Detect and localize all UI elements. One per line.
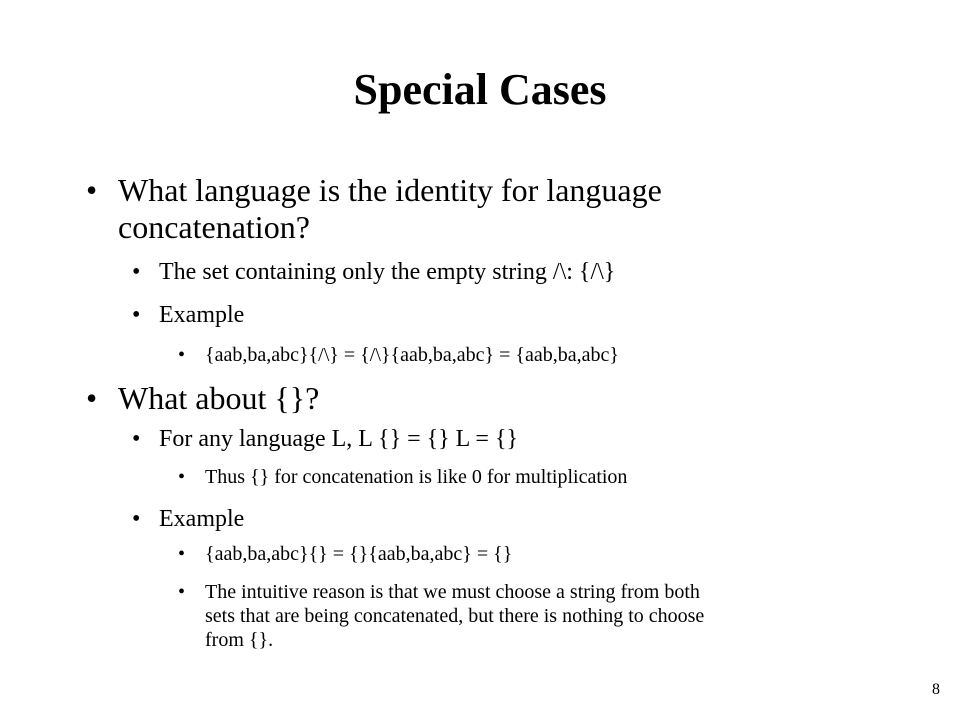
- bullet-text-line: {aab,ba,abc}{} = {}{aab,ba,abc} = {}: [205, 543, 513, 565]
- bullet-text-line: sets that are being concatenated, but there is nothing to choose: [205, 605, 705, 627]
- bullet-text-line: Thus {} for concatenation is like 0 for multiplication: [205, 466, 628, 488]
- bullet-icon: •: [86, 380, 98, 416]
- bullet-icon: •: [178, 543, 186, 565]
- page-number: 8: [932, 681, 940, 698]
- bullet-icon: •: [132, 506, 141, 532]
- bullet-text-line: Example: [159, 302, 245, 328]
- bullet-icon: •: [132, 426, 141, 452]
- slide-title: Special Cases: [353, 65, 607, 114]
- bullet-text-line: {aab,ba,abc}{/\} = {/\}{aab,ba,abc} = {aab,ba,abc}: [205, 344, 619, 366]
- bullet-text-line: What about {}?: [118, 380, 320, 416]
- bullet-text-line: What language is the identity for language: [118, 172, 662, 208]
- bullet-icon: •: [132, 259, 141, 285]
- bullet-text-line: from {}.: [205, 629, 274, 651]
- bullet-text-line: For any language L, L {} = {} L = {}: [159, 426, 519, 452]
- bullet-icon: •: [178, 466, 186, 488]
- bullet-text-line: The set containing only the empty string /\: {/\}: [159, 259, 616, 285]
- bullet-text-line: The intuitive reason is that we must choose a string from both: [205, 581, 700, 603]
- bullet-icon: •: [178, 344, 186, 366]
- bullet-text-line: Example: [159, 506, 245, 532]
- bullet-icon: •: [178, 581, 186, 603]
- bullet-icon: •: [86, 172, 98, 208]
- bullet-text-line: concatenation?: [118, 209, 310, 245]
- bullet-icon: •: [132, 302, 141, 328]
